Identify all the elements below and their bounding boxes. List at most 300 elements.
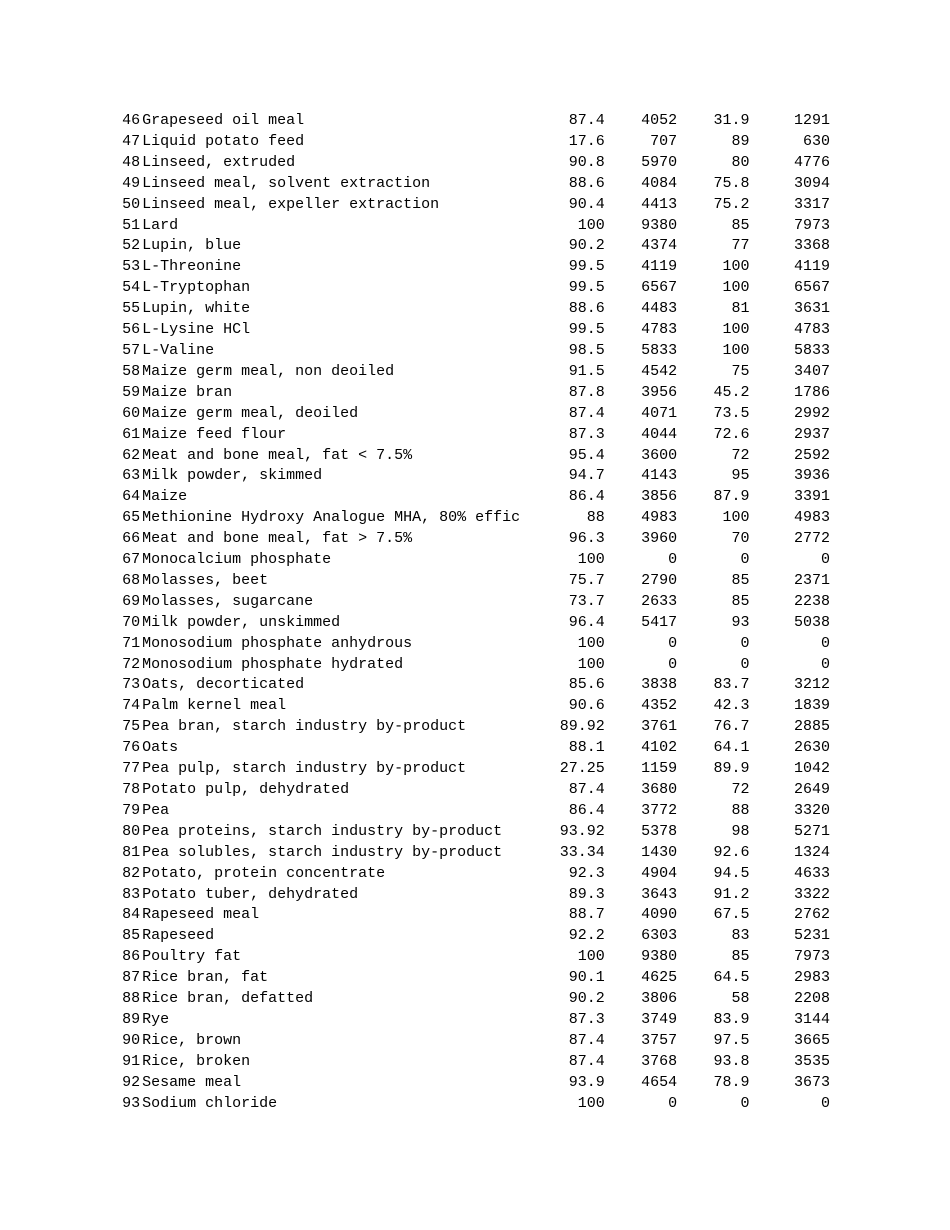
digestible-energy-value: 4633 — [793, 864, 830, 882]
dry-matter-value: 87.4 — [568, 1052, 605, 1070]
row-index: 46 — [122, 112, 141, 129]
dry-matter-value: 100 — [577, 655, 605, 673]
dry-matter-value: 96.3 — [568, 530, 605, 548]
table-row — [118, 926, 830, 947]
row-index: 49 — [122, 174, 141, 192]
table-row — [118, 885, 830, 906]
digestible-energy-value: 5038 — [793, 613, 830, 631]
digestibility-value: 81 — [731, 300, 750, 318]
digestible-energy-value: 5833 — [793, 341, 830, 359]
table-row — [118, 153, 830, 174]
gross-energy-value: 1430 — [641, 843, 678, 861]
digestibility-value: 85 — [731, 592, 750, 610]
digestible-energy-value: 630 — [802, 132, 830, 150]
table-row — [118, 446, 830, 467]
ingredient-name: Pea pulp, starch industry by-product — [142, 760, 467, 778]
digestibility-value: 0 — [740, 634, 750, 652]
digestible-energy-value: 1786 — [793, 383, 830, 401]
digestible-energy-value: 3535 — [793, 1052, 830, 1070]
table-row — [118, 362, 830, 383]
row-index: 63 — [122, 467, 141, 485]
dry-matter-value: 98.5 — [568, 341, 605, 359]
row-index: 58 — [122, 362, 141, 380]
digestibility-value: 0 — [740, 551, 750, 569]
row-index: 47 — [122, 132, 141, 150]
ingredient-name: Grapeseed oil meal — [142, 112, 305, 129]
table-row — [118, 696, 830, 717]
table-body — [118, 111, 830, 1115]
digestible-energy-value: 3368 — [793, 237, 830, 255]
digestibility-value: 42.3 — [713, 697, 750, 715]
digestible-energy-value: 3936 — [793, 467, 830, 485]
gross-energy-value: 9380 — [641, 948, 678, 966]
table-row — [118, 195, 830, 216]
table-row — [118, 508, 830, 529]
gross-energy-value: 4483 — [641, 300, 678, 318]
dry-matter-value: 100 — [577, 948, 605, 966]
dry-matter-value: 90.2 — [568, 237, 605, 255]
table-row — [118, 550, 830, 571]
digestibility-value: 93 — [731, 613, 750, 631]
digestibility-value: 97.5 — [713, 1031, 750, 1049]
digestibility-value: 75 — [731, 362, 750, 380]
ingredient-name: Potato, protein concentrate — [142, 864, 386, 882]
digestibility-value: 80 — [731, 153, 750, 171]
digestible-energy-value: 4119 — [793, 258, 830, 276]
dry-matter-value: 75.7 — [568, 571, 605, 589]
digestibility-value: 85 — [731, 216, 750, 234]
row-index: 80 — [122, 822, 141, 840]
digestible-energy-value: 0 — [820, 1094, 830, 1112]
table-row — [118, 236, 830, 257]
row-index: 82 — [122, 864, 141, 882]
digestible-energy-value: 0 — [820, 634, 830, 652]
digestibility-value: 85 — [731, 948, 750, 966]
table-row — [118, 717, 830, 738]
row-index: 76 — [122, 739, 141, 757]
digestibility-value: 31.9 — [713, 112, 750, 129]
digestible-energy-value: 4776 — [793, 153, 830, 171]
digestibility-value: 83.9 — [713, 1010, 750, 1028]
table-row — [118, 487, 830, 508]
digestibility-value: 89 — [731, 132, 750, 150]
digestibility-value: 85 — [731, 571, 750, 589]
digestible-energy-value: 2592 — [793, 446, 830, 464]
table-row — [118, 529, 830, 550]
gross-energy-value: 3772 — [641, 801, 678, 819]
gross-energy-value: 5970 — [641, 153, 678, 171]
gross-energy-value: 4783 — [641, 321, 678, 339]
digestibility-value: 58 — [731, 990, 750, 1008]
gross-energy-value: 0 — [668, 634, 678, 652]
digestible-energy-value: 2983 — [793, 969, 830, 987]
table-row — [118, 132, 830, 153]
table-row — [118, 216, 830, 237]
row-index: 48 — [122, 153, 141, 171]
digestibility-value: 95 — [731, 467, 750, 485]
table-row — [118, 299, 830, 320]
digestibility-value: 75.8 — [713, 174, 750, 192]
digestible-energy-value: 1291 — [793, 112, 830, 129]
ingredient-name: Monosodium phosphate hydrated — [142, 655, 404, 673]
row-index: 84 — [122, 906, 141, 924]
dry-matter-value: 33.34 — [559, 843, 605, 861]
ingredient-name: Maize germ meal, non deoiled — [142, 362, 395, 380]
gross-energy-value: 4071 — [641, 404, 678, 422]
gross-energy-value: 2633 — [641, 592, 678, 610]
table-row — [118, 655, 830, 676]
row-index: 69 — [122, 592, 141, 610]
digestibility-value: 0 — [740, 1094, 750, 1112]
digestible-energy-value: 3317 — [793, 195, 830, 213]
digestibility-value: 45.2 — [713, 383, 750, 401]
row-index: 90 — [122, 1031, 141, 1049]
ingredient-name: Poultry fat — [142, 948, 242, 966]
digestibility-value: 100 — [722, 509, 750, 527]
digestibility-value: 72 — [731, 446, 750, 464]
gross-energy-value: 4654 — [641, 1073, 678, 1091]
ingredient-name: Pea proteins, starch industry by-product — [142, 822, 503, 840]
table-row — [118, 1031, 830, 1052]
digestible-energy-value: 5271 — [793, 822, 830, 840]
digestibility-value: 0 — [740, 655, 750, 673]
row-index: 66 — [122, 530, 141, 548]
gross-energy-value: 2790 — [641, 571, 678, 589]
table-row — [118, 864, 830, 885]
ingredient-name: Pea bran, starch industry by-product — [142, 718, 467, 736]
digestible-energy-value: 3407 — [793, 362, 830, 380]
row-index: 70 — [122, 613, 141, 631]
gross-energy-value: 3768 — [641, 1052, 678, 1070]
table-row — [118, 675, 830, 696]
digestible-energy-value: 3094 — [793, 174, 830, 192]
table-row — [118, 905, 830, 926]
digestible-energy-value: 2371 — [793, 571, 830, 589]
row-index: 61 — [122, 425, 141, 443]
gross-energy-value: 3643 — [641, 885, 678, 903]
gross-energy-value: 4052 — [641, 112, 678, 129]
row-index: 67 — [122, 551, 141, 569]
digestibility-value: 73.5 — [713, 404, 750, 422]
ingredient-name: Molasses, sugarcane — [142, 592, 314, 610]
dry-matter-value: 87.3 — [568, 425, 605, 443]
gross-energy-value: 9380 — [641, 216, 678, 234]
table-row — [118, 571, 830, 592]
gross-energy-value: 1159 — [641, 760, 678, 778]
row-index: 60 — [122, 404, 141, 422]
dry-matter-value: 27.25 — [559, 760, 605, 778]
table-row — [118, 1010, 830, 1031]
digestibility-value: 92.6 — [713, 843, 750, 861]
digestibility-value: 72.6 — [713, 425, 750, 443]
ingredient-name: Milk powder, skimmed — [142, 467, 323, 485]
row-index: 53 — [122, 258, 141, 276]
dry-matter-value: 100 — [577, 634, 605, 652]
digestibility-value: 77 — [731, 237, 750, 255]
table-row — [118, 111, 830, 132]
gross-energy-value: 3600 — [641, 446, 678, 464]
digestibility-value: 93.8 — [713, 1052, 750, 1070]
table-row — [118, 278, 830, 299]
row-index: 50 — [122, 195, 141, 213]
ingredient-name: Maize feed flour — [142, 425, 287, 443]
gross-energy-value: 4044 — [641, 425, 678, 443]
row-index: 52 — [122, 237, 141, 255]
digestibility-value: 76.7 — [713, 718, 750, 736]
ingredient-name: Lupin, blue — [142, 237, 242, 255]
dry-matter-value: 86.4 — [568, 801, 605, 819]
digestible-energy-value: 1324 — [793, 843, 830, 861]
row-index: 71 — [122, 634, 141, 652]
ingredient-name: Meat and bone meal, fat < 7.5% — [142, 446, 413, 464]
row-index: 78 — [122, 781, 141, 798]
digestible-energy-value: 3665 — [793, 1031, 830, 1049]
digestibility-value: 64.1 — [713, 739, 750, 757]
row-index: 93 — [122, 1094, 141, 1112]
digestible-energy-value: 6567 — [793, 279, 830, 297]
ingredient-name: Maize germ meal, deoiled — [142, 404, 359, 422]
digestible-energy-value: 2885 — [793, 718, 830, 736]
dry-matter-value: 100 — [577, 551, 605, 569]
gross-energy-value: 3761 — [641, 718, 678, 736]
dry-matter-value: 94.7 — [568, 467, 605, 485]
row-index: 77 — [122, 760, 141, 778]
ingredient-name: Methionine Hydroxy Analogue MHA, 80% effic — [142, 509, 521, 527]
feed-ingredient-table — [118, 111, 830, 1115]
digestible-energy-value: 1042 — [793, 760, 830, 778]
digestibility-value: 72 — [731, 781, 750, 798]
digestible-energy-value: 1839 — [793, 697, 830, 715]
gross-energy-value: 3806 — [641, 990, 678, 1008]
gross-energy-value: 4084 — [641, 174, 678, 192]
digestible-energy-value: 2208 — [793, 990, 830, 1008]
ingredient-name: Linseed meal, expeller extraction — [142, 195, 440, 213]
dry-matter-value: 17.6 — [568, 132, 605, 150]
digestibility-value: 70 — [731, 530, 750, 548]
ingredient-name: Palm kernel meal — [142, 697, 287, 715]
row-index: 51 — [122, 216, 141, 234]
gross-energy-value: 6567 — [641, 279, 678, 297]
digestible-energy-value: 2238 — [793, 592, 830, 610]
dry-matter-value: 87.4 — [568, 112, 605, 129]
row-index: 81 — [122, 843, 141, 861]
ingredient-name: Linseed meal, solvent extraction — [142, 174, 431, 192]
table-row — [118, 257, 830, 278]
dry-matter-value: 88.1 — [568, 739, 605, 757]
gross-energy-value: 4119 — [641, 258, 678, 276]
dry-matter-value: 89.3 — [568, 885, 605, 903]
dry-matter-value: 92.2 — [568, 927, 605, 945]
row-index: 72 — [122, 655, 141, 673]
table-row — [118, 613, 830, 634]
gross-energy-value: 3757 — [641, 1031, 678, 1049]
dry-matter-value: 99.5 — [568, 321, 605, 339]
digestibility-value: 75.2 — [713, 195, 750, 213]
dry-matter-value: 87.4 — [568, 404, 605, 422]
ingredient-name: Oats, decorticated — [142, 676, 305, 694]
row-index: 75 — [122, 718, 141, 736]
ingredient-name: Pea solubles, starch industry by-product — [142, 843, 503, 861]
row-index: 83 — [122, 885, 141, 903]
digestible-energy-value: 2630 — [793, 739, 830, 757]
ingredient-name: Maize — [142, 488, 188, 506]
digestibility-value: 100 — [722, 321, 750, 339]
ingredient-name: Sesame meal — [142, 1073, 242, 1091]
ingredient-name: Lupin, white — [142, 300, 251, 318]
row-index: 85 — [122, 927, 141, 945]
gross-energy-value: 4374 — [641, 237, 678, 255]
table-row — [118, 341, 830, 362]
table-row — [118, 466, 830, 487]
ingredient-name: Rye — [142, 1010, 170, 1028]
row-index: 55 — [122, 300, 141, 318]
gross-energy-value: 4983 — [641, 509, 678, 527]
gross-energy-value: 4542 — [641, 362, 678, 380]
dry-matter-value: 90.2 — [568, 990, 605, 1008]
ingredient-name: Rice bran, defatted — [142, 990, 314, 1008]
ingredient-name: Rice, broken — [142, 1052, 251, 1070]
row-index: 64 — [122, 488, 141, 506]
gross-energy-value: 3680 — [641, 781, 678, 798]
gross-energy-value: 6303 — [641, 927, 678, 945]
dry-matter-value: 100 — [577, 216, 605, 234]
table-row — [118, 1052, 830, 1073]
digestible-energy-value: 7973 — [793, 948, 830, 966]
gross-energy-value: 0 — [668, 551, 678, 569]
dry-matter-value: 90.1 — [568, 969, 605, 987]
gross-energy-value: 3838 — [641, 676, 678, 694]
digestibility-value: 91.2 — [713, 885, 750, 903]
dry-matter-value: 85.6 — [568, 676, 605, 694]
gross-energy-value: 5417 — [641, 613, 678, 631]
row-index: 87 — [122, 969, 141, 987]
dry-matter-value: 99.5 — [568, 258, 605, 276]
dry-matter-value: 88.7 — [568, 906, 605, 924]
dry-matter-value: 90.6 — [568, 697, 605, 715]
gross-energy-value: 5833 — [641, 341, 678, 359]
table-row — [118, 822, 830, 843]
table-row — [118, 759, 830, 780]
digestibility-value: 64.5 — [713, 969, 750, 987]
gross-energy-value: 4904 — [641, 864, 678, 882]
dry-matter-value: 88.6 — [568, 174, 605, 192]
digestibility-value: 100 — [722, 258, 750, 276]
ingredient-name: L-Threonine — [142, 258, 242, 276]
ingredient-name: Linseed, extruded — [142, 153, 296, 171]
gross-energy-value: 5378 — [641, 822, 678, 840]
ingredient-name: Rapeseed meal — [142, 906, 260, 924]
table-row — [118, 174, 830, 195]
ingredient-name: Meat and bone meal, fat > 7.5% — [142, 530, 413, 548]
digestibility-value: 83 — [731, 927, 750, 945]
row-index: 79 — [122, 801, 141, 819]
dry-matter-value: 93.9 — [568, 1073, 605, 1091]
dry-matter-value: 87.8 — [568, 383, 605, 401]
ingredient-name: Rice bran, fat — [142, 969, 269, 987]
row-index: 68 — [122, 571, 141, 589]
digestible-energy-value: 3320 — [793, 801, 830, 819]
digestibility-value: 78.9 — [713, 1073, 750, 1091]
dry-matter-value: 99.5 — [568, 279, 605, 297]
dry-matter-value: 73.7 — [568, 592, 605, 610]
ingredient-name: Rice, brown — [142, 1031, 242, 1049]
row-index: 62 — [122, 446, 141, 464]
gross-energy-value: 0 — [668, 1094, 678, 1112]
table-row — [118, 425, 830, 446]
gross-energy-value: 3956 — [641, 383, 678, 401]
row-index: 89 — [122, 1010, 141, 1028]
ingredient-name: Monocalcium phosphate — [142, 551, 332, 569]
digestibility-value: 100 — [722, 279, 750, 297]
table-row — [118, 320, 830, 341]
ingredient-name: Lard — [142, 216, 179, 234]
dry-matter-value: 100 — [577, 1094, 605, 1112]
ingredient-name: Potato pulp, dehydrated — [142, 781, 350, 798]
digestible-energy-value: 0 — [820, 551, 830, 569]
digestibility-value: 94.5 — [713, 864, 750, 882]
ingredient-name: Potato tuber, dehydrated — [142, 885, 359, 903]
ingredient-name: L-Tryptophan — [142, 279, 251, 297]
row-index: 91 — [122, 1052, 141, 1070]
row-index: 74 — [122, 697, 141, 715]
dry-matter-value: 91.5 — [568, 362, 605, 380]
row-index: 56 — [122, 321, 141, 339]
table-row — [118, 404, 830, 425]
digestibility-value: 88 — [731, 801, 750, 819]
dry-matter-value: 96.4 — [568, 613, 605, 631]
digestible-energy-value: 5231 — [793, 927, 830, 945]
gross-energy-value: 707 — [650, 132, 678, 150]
digestible-energy-value: 3322 — [793, 885, 830, 903]
table-row — [118, 780, 830, 801]
gross-energy-value: 3856 — [641, 488, 678, 506]
ingredient-name: Milk powder, unskimmed — [142, 613, 341, 631]
digestible-energy-value: 3673 — [793, 1073, 830, 1091]
dry-matter-value: 87.3 — [568, 1010, 605, 1028]
digestibility-value: 98 — [731, 822, 750, 840]
dry-matter-value: 90.4 — [568, 195, 605, 213]
gross-energy-value: 4102 — [641, 739, 678, 757]
row-index: 88 — [122, 990, 141, 1008]
ingredient-name: L-Lysine HCl — [142, 321, 251, 339]
digestible-energy-value: 7973 — [793, 216, 830, 234]
digestible-energy-value: 2762 — [793, 906, 830, 924]
dry-matter-value: 88 — [586, 509, 605, 527]
gross-energy-value: 3749 — [641, 1010, 678, 1028]
digestible-energy-value: 0 — [820, 655, 830, 673]
digestibility-value: 83.7 — [713, 676, 750, 694]
dry-matter-value: 87.4 — [568, 1031, 605, 1049]
ingredient-name: Rapeseed — [142, 927, 215, 945]
digestibility-value: 67.5 — [713, 906, 750, 924]
dry-matter-value: 93.92 — [559, 822, 605, 840]
table-row — [118, 801, 830, 822]
gross-energy-value: 0 — [668, 655, 678, 673]
digestibility-value: 100 — [722, 341, 750, 359]
dry-matter-value: 89.92 — [559, 718, 605, 736]
table-row — [118, 634, 830, 655]
ingredient-name: Oats — [142, 739, 179, 757]
table-row — [118, 383, 830, 404]
ingredient-name: Liquid potato feed — [142, 132, 305, 150]
digestibility-value: 87.9 — [713, 488, 750, 506]
digestible-energy-value: 3631 — [793, 300, 830, 318]
table-row — [118, 989, 830, 1010]
digestible-energy-value: 2772 — [793, 530, 830, 548]
dry-matter-value: 92.3 — [568, 864, 605, 882]
row-index: 65 — [122, 509, 141, 527]
table-row — [118, 1094, 830, 1115]
